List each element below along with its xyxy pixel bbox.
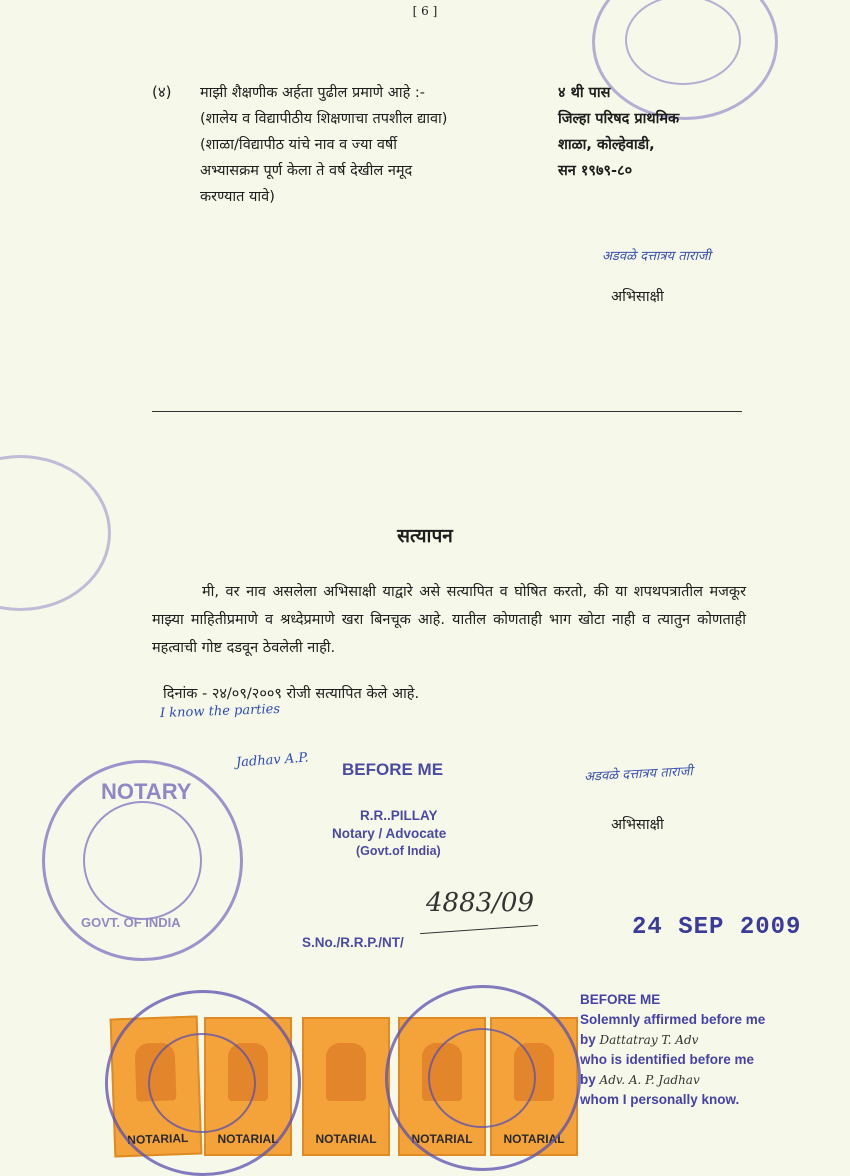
item-line: करण्यात यावे) [200, 189, 275, 205]
affirm-line: Solemnly affirmed before me [580, 1012, 766, 1027]
item-line: (शालेय व विद्यापीठीय शिक्षणाचा तपशील द्यावा) [200, 111, 448, 127]
affirm-line: whom I personally know. [580, 1092, 740, 1107]
verification-date: दिनांक - २४/०९/२००९ रोजी सत्यापित केले आहे. [163, 686, 420, 702]
advocate-signature: Jadhav A.P. [235, 750, 310, 771]
witness-signature-1: अडवळे दत्तात्रय ताराजी [602, 249, 711, 264]
affirm-line: who is identified before me [580, 1052, 755, 1067]
affirm-line [580, 1030, 806, 1050]
item-question [200, 80, 530, 210]
serial-number: 4883/09 [426, 888, 535, 918]
serial-prefix: S.No./R.R.P./NT/ [302, 935, 404, 950]
date-stamp: 24 SEP 2009 [632, 914, 802, 941]
revenue-stamp-label: NOTARIAL [411, 1132, 473, 1146]
notary-round-seal-lower-left [105, 990, 301, 1176]
revenue-stamp-label: NOTARIAL [315, 1132, 377, 1146]
verification-paragraph: मी, वर नाव असलेला अभिसाक्षी याद्वारे असे सत्यापित व घोषित करतो, की या शपथपत्रातील मजकूर माझ्या माहितीप्रमाणे व श्रध्देप्रमाणे खरा बिनचूक आहे. यातील कोणताही भाग खोटा नाही व त्यातुन कोणताही महत्वाची गोष्ट दडवून ठेवलेली नाही. [152, 584, 746, 656]
affirm-hand-1: Dattatray T. Adv [599, 1033, 699, 1047]
revenue-stamp-label: NOTARIAL [503, 1132, 565, 1146]
affirmation-stamp [580, 990, 806, 1110]
affirm-line: BEFORE ME [580, 992, 661, 1007]
notary-govt: (Govt.of India) [356, 844, 441, 858]
affirm-by: by [580, 1072, 596, 1087]
page-number: [ 6 ] [412, 4, 438, 18]
serial-underline [420, 925, 538, 934]
answer-line: जिल्हा परिषद प्राथमिक [558, 111, 680, 127]
notary-name: R.R..PILLAY [360, 808, 438, 823]
witness-label-2: अभिसाक्षी [611, 817, 664, 833]
section-divider [152, 411, 742, 412]
affirm-hand-2: Adv. A. P. Jadhav [599, 1073, 700, 1087]
item-line: अभ्यासक्रम पूर्ण केला ते वर्ष देखील नमूद [200, 163, 413, 179]
affirm-line [580, 1070, 806, 1090]
revenue-stamp-label: NOTARIAL [217, 1132, 279, 1146]
answer-line: सन १९७९-८० [558, 163, 633, 179]
seal-top-text: NOTARY [101, 779, 192, 804]
notarial-revenue-stamp [302, 1017, 390, 1156]
notary-round-seal [42, 760, 243, 961]
notary-title: Notary / Advocate [332, 826, 447, 841]
seal-bottom-text: GOVT. OF INDIA [81, 915, 181, 930]
answer-line: ४ थी पास [558, 85, 611, 101]
affirm-by: by [580, 1032, 596, 1047]
item-line: (शाळा/विद्यापीठ यांचे नाव व ज्या वर्षी [200, 137, 398, 153]
revenue-stamp-label: NOTARIAL [127, 1130, 189, 1148]
item-answer [558, 80, 758, 184]
handwritten-note: I know the parties [159, 701, 281, 722]
answer-line: शाळा, कोल्हेवाडी, [558, 137, 655, 153]
verification-heading: सत्यापन [397, 525, 453, 547]
notary-before-me: BEFORE ME [342, 760, 444, 779]
item-number: (४) [152, 83, 172, 101]
notary-round-seal-lower-right [385, 985, 581, 1171]
item-line: माझी शैक्षणीक अर्हता पुढील प्रमाणे आहे :- [200, 85, 426, 101]
witness-signature-2: अडवळे दत्तात्रय ताराजी [583, 764, 694, 785]
witness-label-1: अभिसाक्षी [611, 289, 664, 305]
emblem-icon [326, 1043, 366, 1101]
